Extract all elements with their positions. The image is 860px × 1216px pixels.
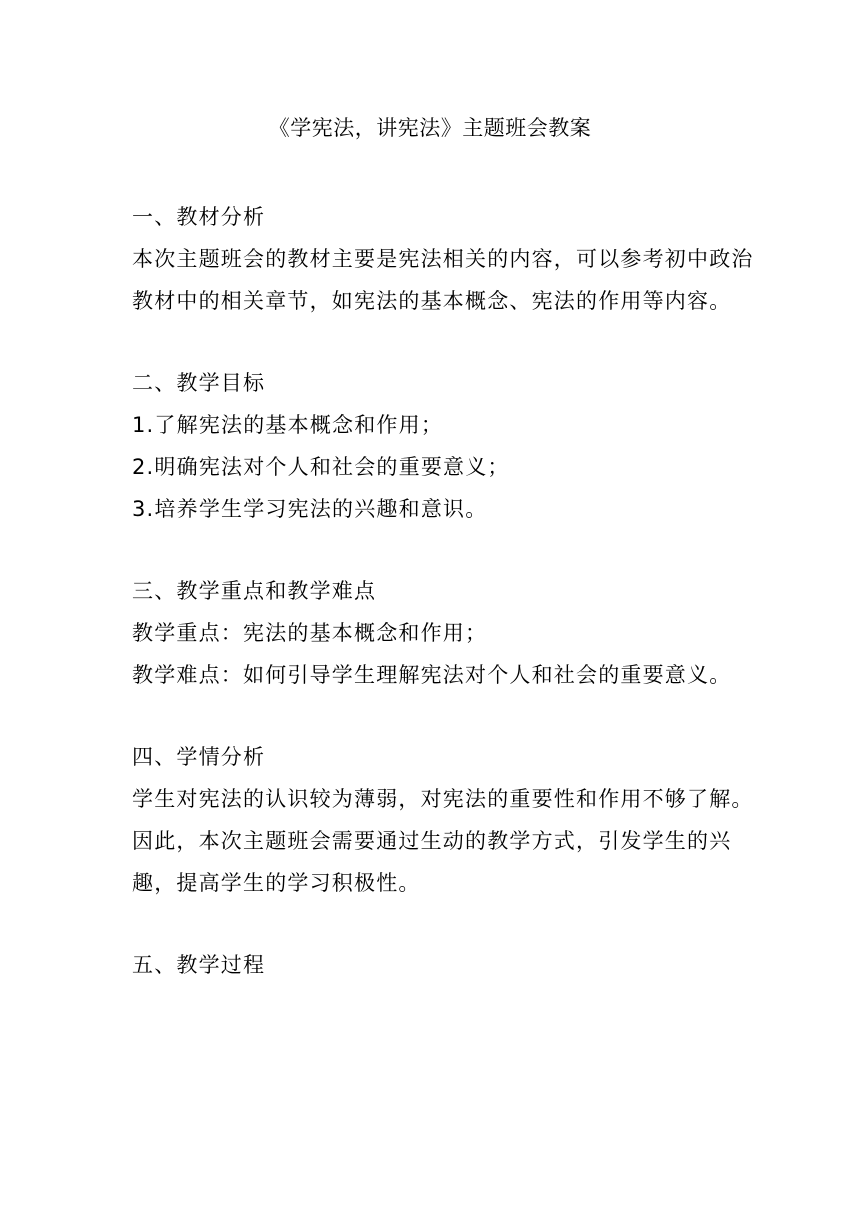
section-key-points xyxy=(132,570,772,696)
document-title: 《学宪法，讲宪法》主题班会教案 xyxy=(268,116,592,140)
section-paragraph: 本次主题班会的教材主要是宪法相关的内容，可以参考初中政治教材中的相关章节，如宪法的基本概念、宪法的作用等内容。 xyxy=(132,247,754,313)
section-heading: 三、教学重点和教学难点 xyxy=(132,579,377,603)
section-heading: 一、教材分析 xyxy=(132,205,266,229)
key-point-item: 教学重点：宪法的基本概念和作用； xyxy=(132,621,488,645)
section-heading: 五、教学过程 xyxy=(132,953,266,977)
document-body xyxy=(132,196,772,986)
objective-item: 1.了解宪法的基本概念和作用； xyxy=(132,413,444,437)
difficult-point-item: 教学难点：如何引导学生理解宪法对个人和社会的重要意义。 xyxy=(132,663,732,687)
section-textbook-analysis xyxy=(132,196,772,322)
section-teaching-process xyxy=(132,944,772,986)
section-heading: 四、学情分析 xyxy=(132,745,266,769)
section-teaching-objectives xyxy=(132,362,772,530)
section-paragraph: 学生对宪法的认识较为薄弱，对宪法的重要性和作用不够了解。因此，本次主题班会需要通过生动的教学方式，引发学生的兴趣，提高学生的学习积极性。 xyxy=(132,787,754,895)
section-student-analysis xyxy=(132,736,772,904)
objective-item: 3.培养学生学习宪法的兴趣和意识。 xyxy=(132,497,488,521)
objective-item: 2.明确宪法对个人和社会的重要意义； xyxy=(132,455,510,479)
section-heading: 二、教学目标 xyxy=(132,371,266,395)
